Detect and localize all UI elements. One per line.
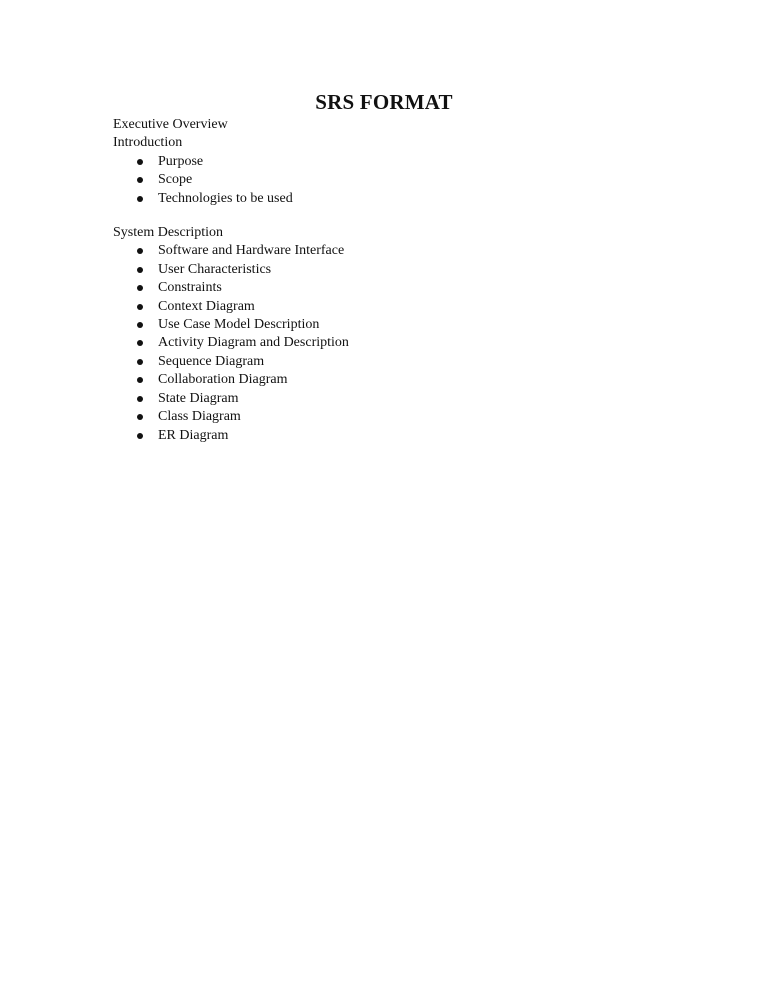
list-item-text: Activity Diagram and Description [158,335,349,351]
list-item [113,153,673,171]
bullet-icon [137,322,143,328]
list-item [113,371,673,389]
list-item [113,390,673,408]
bullet-icon [137,267,143,273]
list-item [113,279,673,297]
list-item-text: Software and Hardware Interface [158,243,345,259]
bullet-icon [137,285,143,291]
bullet-icon [137,177,143,183]
list-item-text: User Characteristics [158,261,272,277]
bullet-icon [137,304,143,310]
bullet-icon [137,396,143,402]
list-item [113,353,673,371]
bullet-icon [137,196,143,202]
list-item [113,408,673,426]
list-item [113,261,673,279]
list-item [113,427,673,445]
document-title: SRS FORMAT [315,90,453,114]
list-item-text: Sequence Diagram [158,353,265,369]
list-item-text: Constraints [158,280,222,296]
bullet-icon [137,414,143,420]
bullet-icon [137,359,143,365]
section-gap [113,208,673,224]
list-item [113,190,673,208]
list-item-text: Technologies to be used [158,190,293,206]
list-item-text: Purpose [158,153,204,169]
list-item [113,316,673,334]
executive-overview-heading: Executive Overview [113,117,228,132]
bullet-icon [137,433,143,439]
list-item [113,171,673,189]
bullet-icon [137,159,143,165]
introduction-heading: Introduction [113,135,183,151]
bullet-icon [137,340,143,346]
list-item [113,242,673,260]
list-item [113,334,673,352]
list-item-text: Scope [158,172,193,188]
list-item [113,298,673,316]
bullet-icon [137,248,143,254]
list-item-text: State Diagram [158,390,239,406]
system-description-list [113,242,673,444]
list-item-text: Use Case Model Description [158,317,320,333]
bullet-icon [137,377,143,383]
list-item-text: Collaboration Diagram [158,372,288,388]
system-description-heading: System Description [113,225,224,241]
list-item-text: Class Diagram [158,409,241,425]
list-item-text: ER Diagram [158,427,229,443]
introduction-list [113,153,673,208]
document-content [113,116,673,445]
list-item-text: Context Diagram [158,298,255,314]
